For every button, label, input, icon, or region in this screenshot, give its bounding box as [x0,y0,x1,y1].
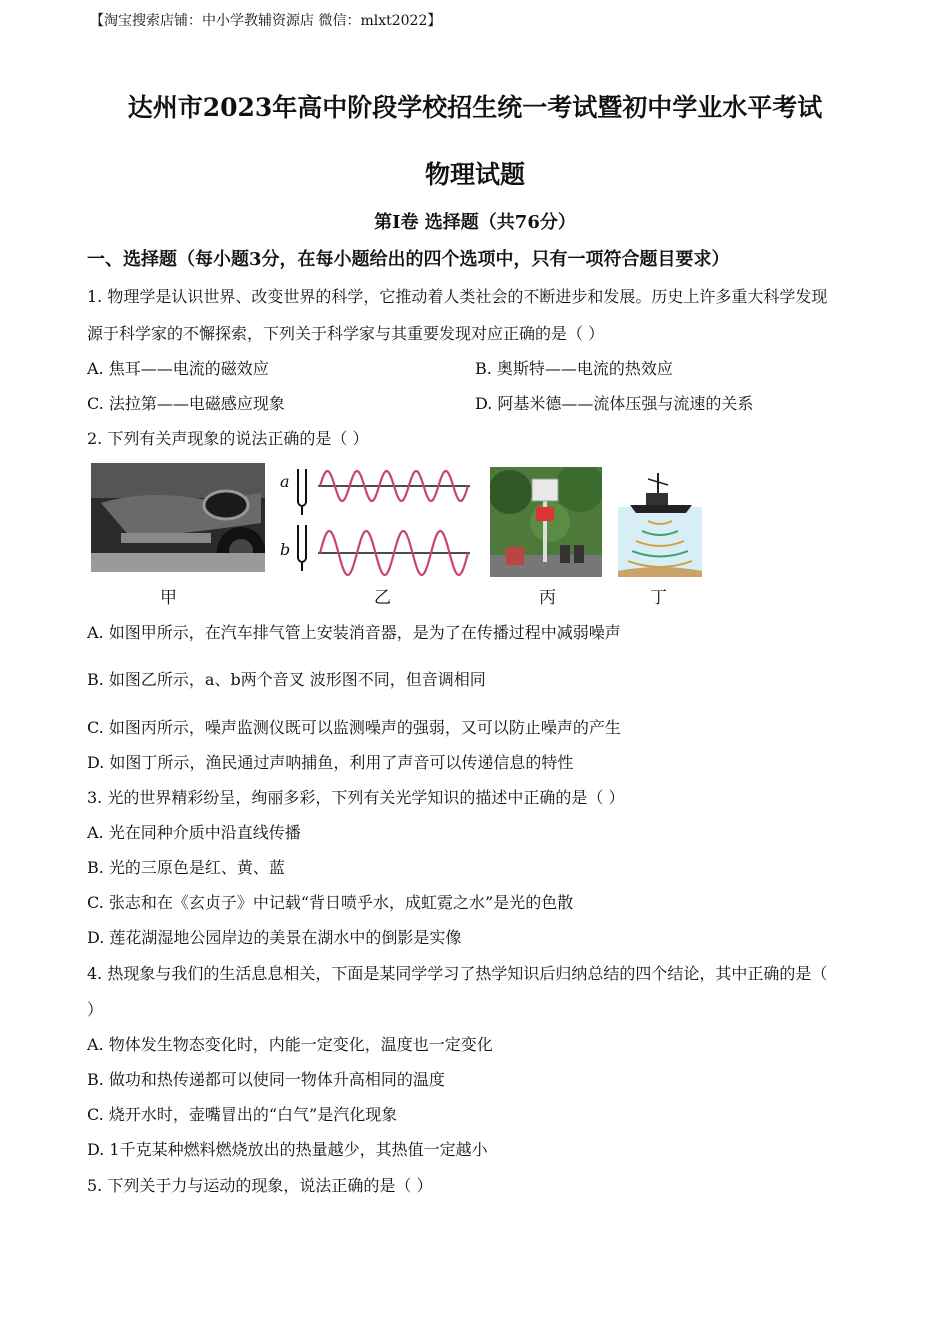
q2-option-a: A. 如图甲所示，在汽车排气管上安装消音器，是为了在传播过程中减弱噪声 [87,623,621,642]
tuning-fork-waveforms [278,463,474,581]
noise-monitor-photo [490,467,602,577]
q4-option-d: D. 1千克某种燃料燃烧放出的热量越少，其热值一定越小 [87,1140,488,1159]
exam-title: 达州市2023年高中阶段学校招生统一考试暨初中学业水平考试 [127,93,823,122]
q3-option-c: C. 张志和在《玄贞子》中记载“背日喷乎水，成虹霓之水”是光的色散 [87,893,574,912]
q4-stem-line2: ） [87,1000,104,1019]
q4-option-a: A. 物体发生物态变化时，内能一定变化，温度也一定变化 [87,1035,493,1054]
figure-label-yi: 乙 [374,588,391,608]
part-title: 一、选择题（每小题3分，在每小题给出的四个选项中，只有一项符合题目要求） [87,249,730,270]
q4-option-c: C. 烧开水时，壶嘴冒出的“白气”是汽化现象 [87,1105,398,1124]
q5-stem: 5. 下列关于力与运动的现象，说法正确的是（ ） [87,1176,433,1195]
q3-option-d: D. 莲花湖湿地公园岸边的美景在湖水中的倒影是实像 [87,928,462,947]
q1-stem-line2: 源于科学家的不懈探索，下列关于科学家与其重要发现对应正确的是（ ） [87,324,605,343]
q3-option-b: B. 光的三原色是红、黄、蓝 [87,858,285,877]
q1-stem-line1: 1. 物理学是认识世界、改变世界的科学，它推动着人类社会的不断进步和发展。历史上许多重大科学发现 [87,287,828,306]
q1-option-a: A. 焦耳——电流的磁效应 [87,359,269,378]
q3-option-a: A. 光在同种介质中沿直线传播 [87,823,301,842]
q4-option-b: B. 做功和热传递都可以使同一物体升高相同的温度 [87,1070,445,1089]
q2-option-c: C. 如图丙所示，噪声监测仪既可以监测噪声的强弱，又可以防止噪声的产生 [87,718,621,737]
q3-stem: 3. 光的世界精彩纷呈，绚丽多彩，下列有关光学知识的描述中正确的是（ ） [87,788,625,807]
section-title: 第Ⅰ卷 选择题（共76分） [374,212,576,233]
q1-option-c: C. 法拉第——电磁感应现象 [87,394,285,413]
sonar-boat-diagram [618,467,702,577]
q1-option-b: B. 奥斯特——电流的热效应 [475,359,673,378]
figure-label-ding: 丁 [650,588,667,608]
q4-stem-line1: 4. 热现象与我们的生活息息相关，下面是某同学学习了热学知识后归纳总结的四个结论，其中正确的是（ [87,964,828,983]
q2-stem: 2. 下列有关声现象的说法正确的是（ ） [87,429,369,448]
q2-option-d: D. 如图丁所示，渔民通过声呐捕鱼，利用了声音可以传递信息的特性 [87,753,574,772]
exam-subtitle: 物理试题 [424,160,525,189]
header-note: 【淘宝搜索店铺：中小学教辅资源店 微信：mlxt2022】 [90,13,442,29]
fork-a-label: a [280,472,290,491]
q2-option-b: B. 如图乙所示，a、b两个音叉 波形图不同，但音调相同 [87,670,486,689]
q1-option-d: D. 阿基米德——流体压强与流速的关系 [475,394,754,413]
fork-b-label: b [280,540,291,559]
exhaust-photo [91,463,265,572]
figure-label-jia: 甲 [160,588,177,608]
figure-label-bing: 丙 [539,588,556,608]
